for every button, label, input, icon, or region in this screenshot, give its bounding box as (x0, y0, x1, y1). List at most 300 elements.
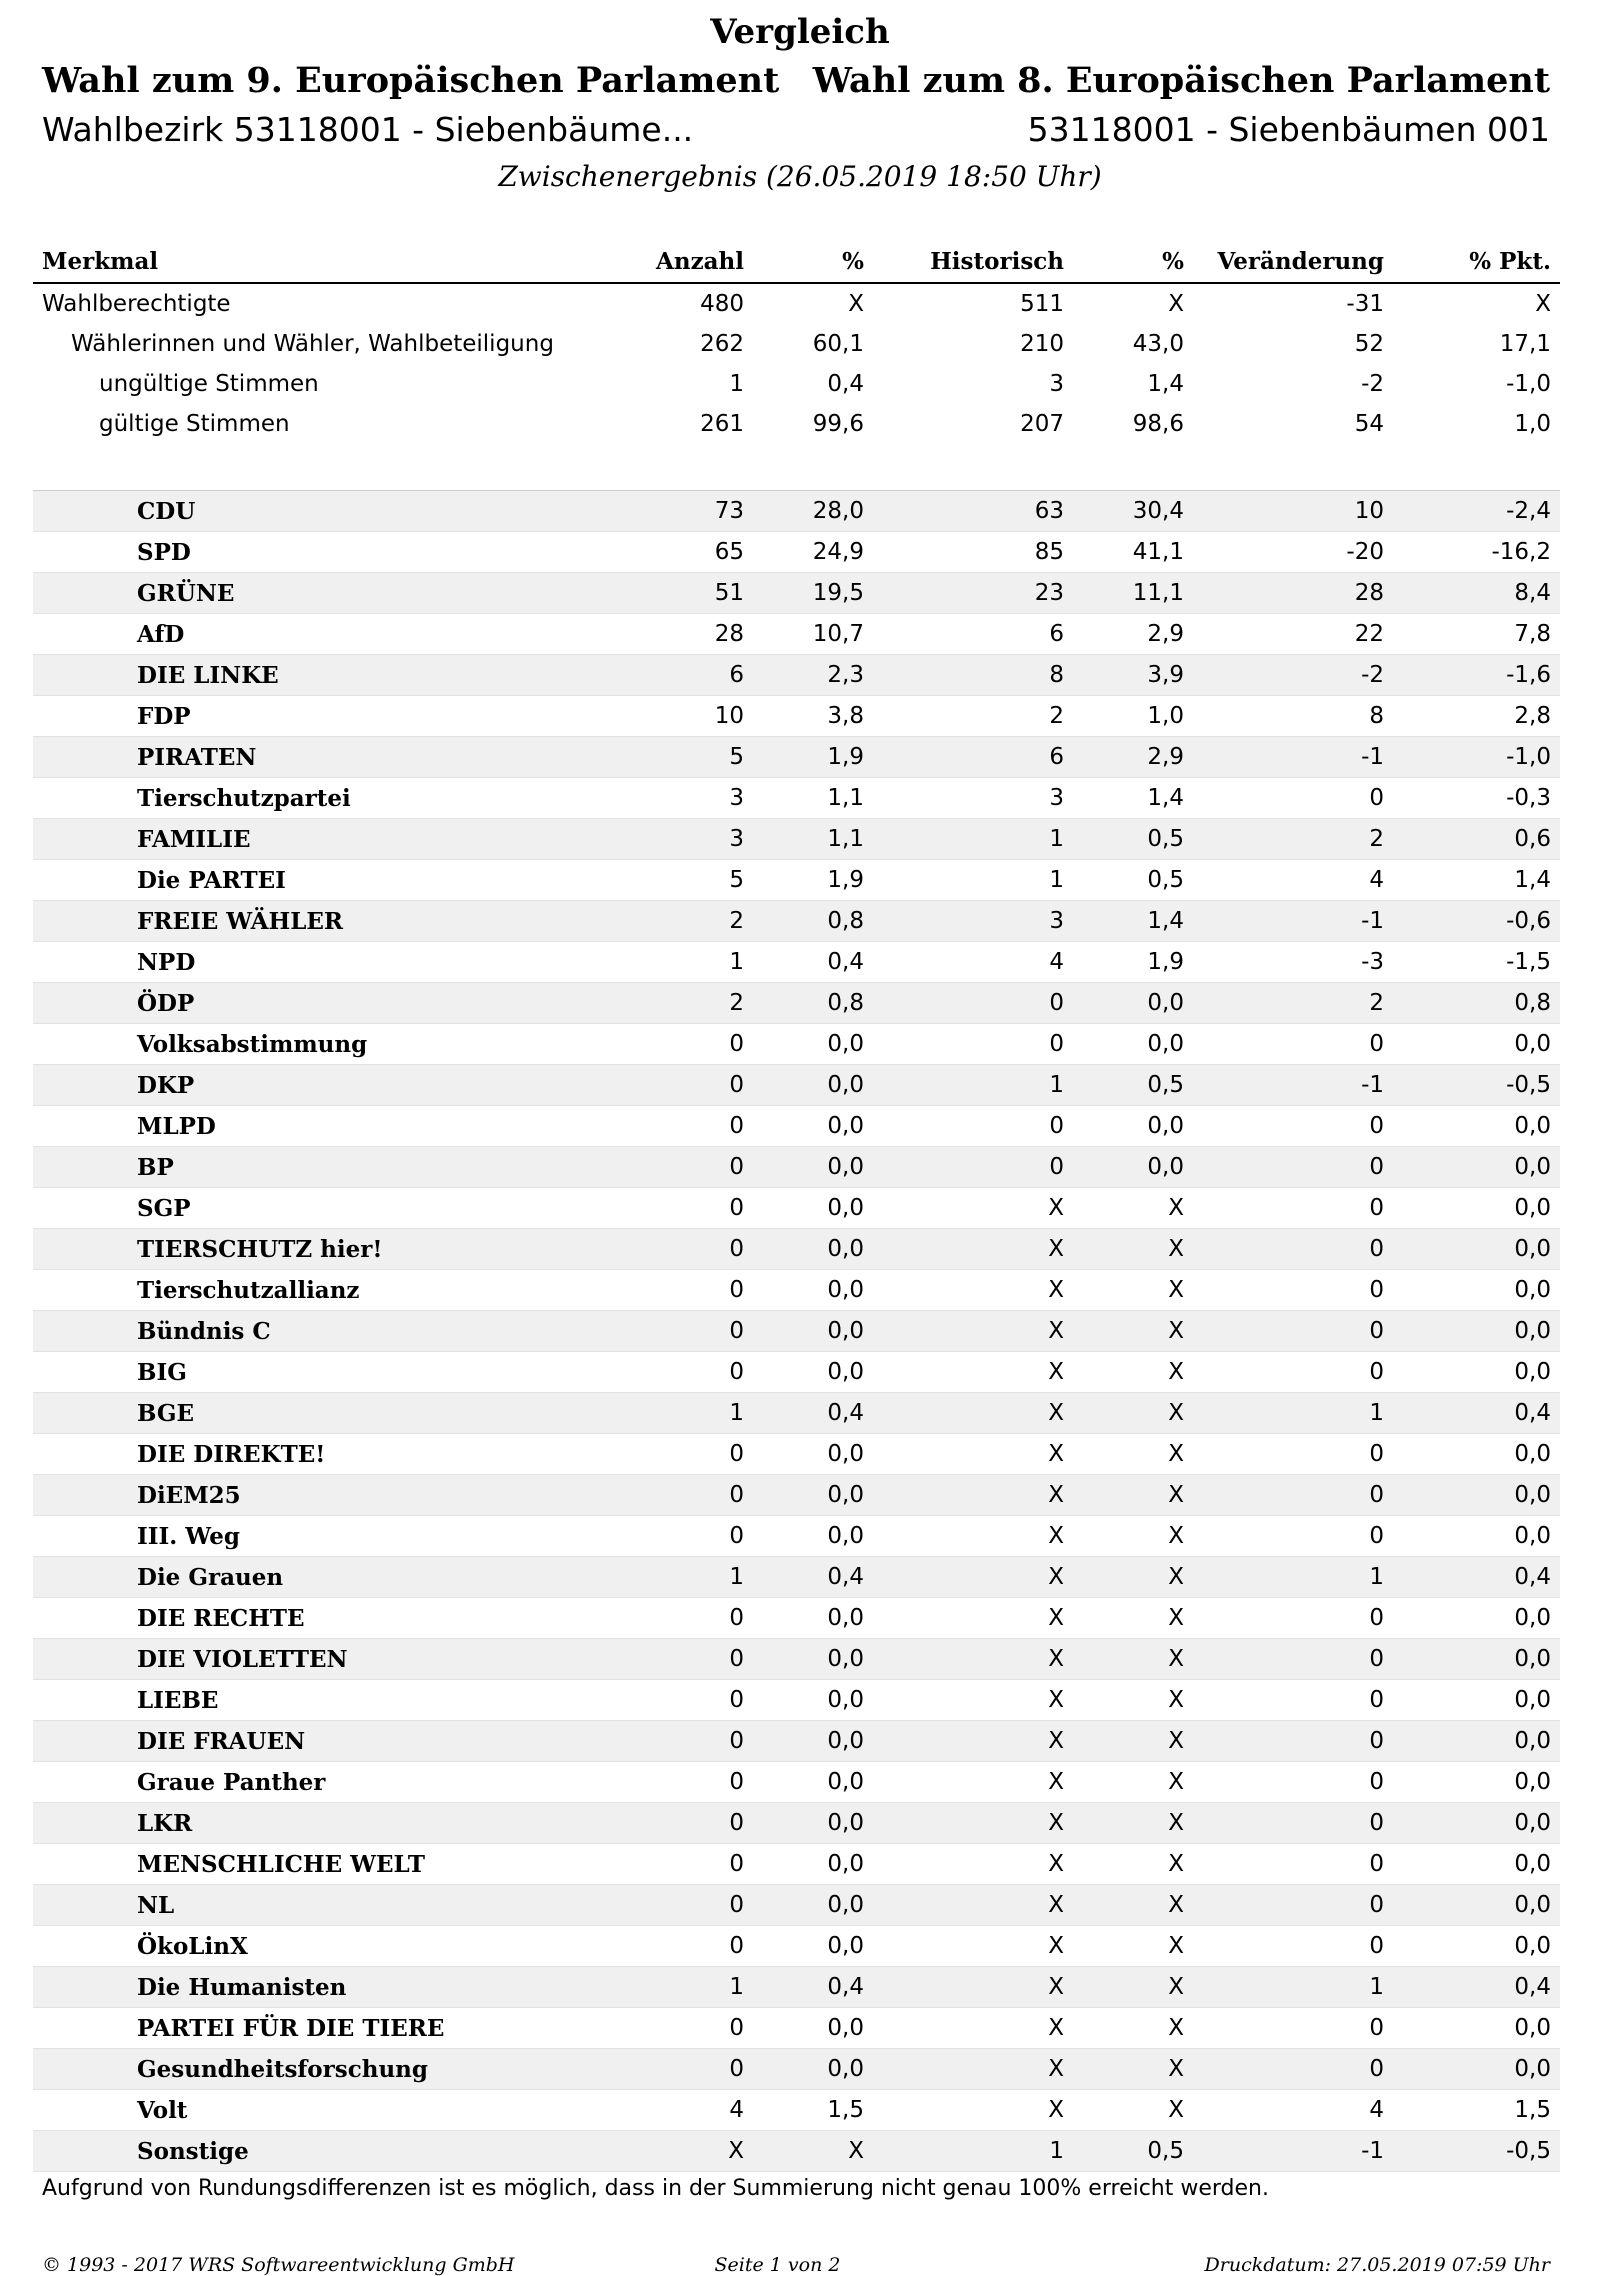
veraenderung-cell: 4 (1193, 860, 1393, 901)
historisch-percent-cell: X (1073, 1639, 1193, 1680)
veraenderung-cell: 0 (1193, 1844, 1393, 1885)
historisch-percent-cell: 0,5 (1073, 819, 1193, 860)
percent-points-cell: 0,4 (1393, 1557, 1560, 1598)
footer-print-date: Druckdatum: 27.05.2019 07:59 Uhr (1204, 2254, 1550, 2276)
historisch-percent-cell: X (1073, 1516, 1193, 1557)
anzahl-cell: 0 (633, 1598, 753, 1639)
party-row (33, 737, 1560, 778)
anzahl-cell: X (633, 2131, 753, 2172)
historisch-percent-cell: X (1073, 1680, 1193, 1721)
percent-points-cell: 0,0 (1393, 1680, 1560, 1721)
anzahl-cell: 1 (633, 1967, 753, 2008)
percent-points-cell: -1,0 (1393, 737, 1560, 778)
percent-points-cell: 17,1 (1499, 331, 1551, 357)
percent-points-cell: -16,2 (1393, 532, 1560, 573)
veraenderung-cell: 4 (1193, 2090, 1393, 2131)
percent-cell: 0,0 (753, 1762, 873, 1803)
historisch-cell: 1 (873, 860, 1073, 901)
party-name: DIE VIOLETTEN (33, 1639, 633, 1680)
historisch-cell: 3 (1049, 371, 1064, 397)
historisch-percent-cell: 98,6 (1132, 411, 1184, 437)
party-row (33, 1721, 1560, 1762)
col-header-historisch: Historisch (873, 240, 1073, 283)
party-name: FREIE WÄHLER (33, 901, 633, 942)
historisch-cell: 4 (873, 942, 1073, 983)
percent-cell: 0,0 (753, 1721, 873, 1762)
veraenderung-cell: 0 (1193, 1639, 1393, 1680)
anzahl-cell: 6 (633, 655, 753, 696)
percent-cell: 1,1 (753, 819, 873, 860)
anzahl-cell: 0 (633, 1352, 753, 1393)
party-name: BP (33, 1147, 633, 1188)
percent-points-cell: 0,4 (1393, 1393, 1560, 1434)
veraenderung-cell: 0 (1193, 1516, 1393, 1557)
historisch-cell: X (873, 1680, 1073, 1721)
col-header-merkmal: Merkmal (33, 240, 633, 283)
party-name: AfD (33, 614, 633, 655)
anzahl-cell: 0 (633, 1065, 753, 1106)
anzahl-cell: 3 (633, 819, 753, 860)
percent-cell: 0,0 (753, 1229, 873, 1270)
party-row (33, 1188, 1560, 1229)
percent-points-cell: 0,0 (1393, 1188, 1560, 1229)
percent-cell: X (848, 291, 864, 317)
party-row (33, 696, 1560, 737)
historisch-cell: 1 (873, 1065, 1073, 1106)
historisch-cell: X (873, 1844, 1073, 1885)
party-row (33, 491, 1560, 532)
historisch-percent-cell: 3,9 (1073, 655, 1193, 696)
veraenderung-cell: 0 (1193, 1680, 1393, 1721)
party-row (33, 942, 1560, 983)
party-name: DIE RECHTE (33, 1598, 633, 1639)
party-row (33, 532, 1560, 573)
historisch-percent-cell: X (1073, 2049, 1193, 2090)
veraenderung-cell: -2 (1193, 655, 1393, 696)
historisch-cell: X (873, 1639, 1073, 1680)
percent-points-cell: 0,0 (1393, 1721, 1560, 1762)
percent-cell: 3,8 (753, 696, 873, 737)
historisch-cell: X (873, 2090, 1073, 2131)
anzahl-cell: 262 (700, 331, 744, 357)
percent-cell: 0,0 (753, 2049, 873, 2090)
historisch-cell: X (873, 1352, 1073, 1393)
percent-cell: 0,0 (753, 1926, 873, 1967)
historisch-cell: X (873, 1967, 1073, 2008)
veraenderung-cell: 1 (1193, 1393, 1393, 1434)
party-name: III. Weg (33, 1516, 633, 1557)
percent-points-cell: -0,5 (1393, 1065, 1560, 1106)
historisch-cell: X (873, 1311, 1073, 1352)
anzahl-cell: 1 (729, 371, 744, 397)
party-row (33, 1803, 1560, 1844)
percent-cell: 60,1 (812, 331, 864, 357)
historisch-percent-cell: X (1073, 1762, 1193, 1803)
col-header-percent-points: % Pkt. (1393, 240, 1560, 283)
party-name: CDU (33, 491, 633, 532)
party-row (33, 1885, 1560, 1926)
historisch-cell: 0 (873, 1147, 1073, 1188)
historisch-cell: X (873, 1598, 1073, 1639)
percent-points-cell: 0,8 (1393, 983, 1560, 1024)
summary-row (33, 404, 1560, 444)
historisch-percent-cell: 1,9 (1073, 942, 1193, 983)
party-row (33, 1557, 1560, 1598)
party-name: Graue Panther (33, 1762, 633, 1803)
historisch-cell: 207 (1020, 411, 1064, 437)
historisch-percent-cell: X (1073, 1844, 1193, 1885)
party-row (33, 1352, 1560, 1393)
veraenderung-cell: 0 (1193, 1229, 1393, 1270)
anzahl-cell: 0 (633, 1844, 753, 1885)
historisch-cell: 85 (873, 532, 1073, 573)
percent-cell: 0,0 (753, 1270, 873, 1311)
party-row (33, 573, 1560, 614)
percent-points-cell: 0,0 (1393, 1311, 1560, 1352)
percent-points-cell: 0,0 (1393, 1926, 1560, 1967)
anzahl-cell: 4 (633, 2090, 753, 2131)
anzahl-cell: 0 (633, 1270, 753, 1311)
anzahl-cell: 0 (633, 1803, 753, 1844)
historisch-cell: 0 (873, 1106, 1073, 1147)
historisch-cell: 2 (873, 696, 1073, 737)
veraenderung-cell: 0 (1193, 1311, 1393, 1352)
percent-cell: 1,5 (753, 2090, 873, 2131)
percent-points-cell: -0,5 (1393, 2131, 1560, 2172)
percent-cell: 0,4 (753, 942, 873, 983)
percent-points-cell: 0,0 (1393, 1885, 1560, 1926)
historisch-cell: 3 (873, 778, 1073, 819)
historisch-percent-cell: 2,9 (1073, 614, 1193, 655)
summary-label: ungültige Stimmen (99, 371, 319, 397)
party-row (33, 1147, 1560, 1188)
historisch-percent-cell: 1,4 (1073, 778, 1193, 819)
party-name: Die Humanisten (33, 1967, 633, 2008)
party-name: ÖkoLinX (33, 1926, 633, 1967)
percent-points-cell: 0,0 (1393, 1475, 1560, 1516)
veraenderung-cell: 54 (1354, 411, 1384, 437)
percent-points-cell: 0,0 (1393, 1434, 1560, 1475)
party-row (33, 1311, 1560, 1352)
party-name: PARTEI FÜR DIE TIERE (33, 2008, 633, 2049)
col-header-percent: % (753, 240, 873, 283)
section-spacer (33, 444, 1560, 491)
historisch-percent-cell: X (1073, 1598, 1193, 1639)
percent-cell: 0,8 (753, 901, 873, 942)
percent-cell: 0,8 (753, 983, 873, 1024)
party-name: FDP (33, 696, 633, 737)
percent-points-cell: X (1535, 291, 1551, 317)
historisch-cell: X (873, 1516, 1073, 1557)
anzahl-cell: 261 (700, 411, 744, 437)
previous-district-label: 53118001 - Siebenbäumen 001 (1027, 110, 1550, 149)
percent-cell: 19,5 (753, 573, 873, 614)
veraenderung-cell: 2 (1193, 819, 1393, 860)
percent-cell: 0,0 (753, 1475, 873, 1516)
veraenderung-cell: 0 (1193, 2049, 1393, 2090)
party-row (33, 1967, 1560, 2008)
veraenderung-cell: -31 (1346, 291, 1384, 317)
party-name: NPD (33, 942, 633, 983)
historisch-percent-cell: 1,0 (1073, 696, 1193, 737)
anzahl-cell: 0 (633, 1188, 753, 1229)
section-spacer-cell (33, 444, 1560, 491)
anzahl-cell: 0 (633, 1475, 753, 1516)
current-district-label: Wahlbezirk 53118001 - Siebenbäume... (42, 110, 694, 149)
historisch-percent-cell: 1,4 (1147, 371, 1184, 397)
percent-points-cell: 1,4 (1393, 860, 1560, 901)
party-name: BIG (33, 1352, 633, 1393)
percent-points-cell: 8,4 (1393, 573, 1560, 614)
party-row (33, 1844, 1560, 1885)
veraenderung-cell: -2 (1361, 371, 1384, 397)
percent-points-cell: 0,4 (1393, 1967, 1560, 2008)
party-name: NL (33, 1885, 633, 1926)
party-name: BGE (33, 1393, 633, 1434)
percent-cell: 0,0 (753, 1598, 873, 1639)
percent-points-cell: 1,0 (1514, 411, 1551, 437)
veraenderung-cell: 52 (1354, 331, 1384, 357)
anzahl-cell: 2 (633, 983, 753, 1024)
historisch-cell: X (873, 1475, 1073, 1516)
veraenderung-cell: 0 (1193, 778, 1393, 819)
percent-points-cell: -2,4 (1393, 491, 1560, 532)
summary-row (33, 324, 1560, 364)
veraenderung-cell: 10 (1193, 491, 1393, 532)
historisch-cell: X (873, 1721, 1073, 1762)
veraenderung-cell: 0 (1193, 1147, 1393, 1188)
party-name: DiEM25 (33, 1475, 633, 1516)
percent-cell: 0,0 (753, 1844, 873, 1885)
percent-points-cell: 0,0 (1393, 1762, 1560, 1803)
interim-result-timestamp: Zwischenergebnis (26.05.2019 18:50 Uhr) (498, 160, 1102, 193)
party-name: Tierschutzallianz (33, 1270, 633, 1311)
percent-cell: 0,0 (753, 1147, 873, 1188)
anzahl-cell: 0 (633, 1721, 753, 1762)
percent-cell: X (753, 2131, 873, 2172)
party-name: Gesundheitsforschung (33, 2049, 633, 2090)
historisch-percent-cell: X (1073, 2090, 1193, 2131)
percent-cell: 0,0 (753, 1024, 873, 1065)
page-title: Vergleich (710, 12, 890, 52)
anzahl-cell: 0 (633, 1926, 753, 1967)
party-row (33, 2131, 1560, 2172)
percent-points-cell: 0,0 (1393, 1516, 1560, 1557)
table-header-row (33, 240, 1560, 283)
party-name: DKP (33, 1065, 633, 1106)
historisch-percent-cell: X (1073, 1475, 1193, 1516)
historisch-percent-cell: X (1073, 1311, 1193, 1352)
party-row (33, 1639, 1560, 1680)
percent-cell: 0,0 (753, 1885, 873, 1926)
historisch-cell: 6 (873, 614, 1073, 655)
anzahl-cell: 0 (633, 1311, 753, 1352)
historisch-cell: 1 (873, 2131, 1073, 2172)
historisch-percent-cell: 41,1 (1073, 532, 1193, 573)
percent-cell: 0,0 (753, 1352, 873, 1393)
anzahl-cell: 480 (700, 291, 744, 317)
percent-points-cell: 0,0 (1393, 1639, 1560, 1680)
percent-cell: 0,4 (753, 1393, 873, 1434)
anzahl-cell: 73 (633, 491, 753, 532)
veraenderung-cell: 0 (1193, 1598, 1393, 1639)
anzahl-cell: 5 (633, 737, 753, 778)
anzahl-cell: 0 (633, 1434, 753, 1475)
percent-points-cell: -0,3 (1393, 778, 1560, 819)
summary-label: Wählerinnen und Wähler, Wahlbeteiligung (71, 331, 554, 357)
party-row (33, 2090, 1560, 2131)
summary-label: gültige Stimmen (99, 411, 290, 437)
historisch-cell: 511 (1020, 291, 1064, 317)
anzahl-cell: 0 (633, 1024, 753, 1065)
historisch-percent-cell: 43,0 (1132, 331, 1184, 357)
historisch-cell: X (873, 1270, 1073, 1311)
percent-points-cell: -1,0 (1506, 371, 1551, 397)
percent-points-cell: -1,5 (1393, 942, 1560, 983)
party-row (33, 1106, 1560, 1147)
percent-cell: 1,1 (753, 778, 873, 819)
party-name: TIERSCHUTZ hier! (33, 1229, 633, 1270)
veraenderung-cell: 0 (1193, 2008, 1393, 2049)
party-name: Volksabstimmung (33, 1024, 633, 1065)
party-row (33, 1065, 1560, 1106)
veraenderung-cell: 0 (1193, 1721, 1393, 1762)
historisch-percent-cell: 0,0 (1073, 983, 1193, 1024)
percent-cell: 24,9 (753, 532, 873, 573)
percent-cell: 0,0 (753, 1311, 873, 1352)
historisch-percent-cell: 0,0 (1073, 1024, 1193, 1065)
percent-cell: 0,0 (753, 1106, 873, 1147)
party-row (33, 1434, 1560, 1475)
historisch-percent-cell: 0,0 (1073, 1106, 1193, 1147)
historisch-cell: 210 (1020, 331, 1064, 357)
party-row (33, 819, 1560, 860)
summary-row (33, 283, 1560, 324)
historisch-percent-cell: X (1073, 1352, 1193, 1393)
party-name: PIRATEN (33, 737, 633, 778)
percent-cell: 1,9 (753, 860, 873, 901)
footer-copyright: © 1993 - 2017 WRS Softwareentwicklung GmbH (42, 2254, 515, 2276)
veraenderung-cell: 8 (1193, 696, 1393, 737)
party-name: FAMILIE (33, 819, 633, 860)
percent-points-cell: 0,0 (1393, 1352, 1560, 1393)
historisch-cell: 0 (873, 983, 1073, 1024)
party-name: DIE DIREKTE! (33, 1434, 633, 1475)
veraenderung-cell: 2 (1193, 983, 1393, 1024)
historisch-cell: X (873, 2008, 1073, 2049)
party-row (33, 1270, 1560, 1311)
results-body (33, 283, 1560, 2172)
party-row (33, 614, 1560, 655)
col-header-historisch-percent: % (1073, 240, 1193, 283)
historisch-cell: X (873, 1885, 1073, 1926)
anzahl-cell: 0 (633, 2049, 753, 2090)
party-name: MENSCHLICHE WELT (33, 1844, 633, 1885)
percent-points-cell: 0,0 (1393, 1147, 1560, 1188)
anzahl-cell: 0 (633, 1885, 753, 1926)
veraenderung-cell: 28 (1193, 573, 1393, 614)
percent-points-cell: 1,5 (1393, 2090, 1560, 2131)
historisch-percent-cell: 11,1 (1073, 573, 1193, 614)
historisch-percent-cell: 2,9 (1073, 737, 1193, 778)
party-row (33, 1229, 1560, 1270)
veraenderung-cell: 0 (1193, 1885, 1393, 1926)
party-row (33, 901, 1560, 942)
historisch-percent-cell: 0,5 (1073, 860, 1193, 901)
anzahl-cell: 0 (633, 1516, 753, 1557)
anzahl-cell: 1 (633, 942, 753, 983)
party-row (33, 1024, 1560, 1065)
historisch-percent-cell: X (1073, 1926, 1193, 1967)
historisch-percent-cell: 0,5 (1073, 1065, 1193, 1106)
percent-cell: 0,4 (753, 1967, 873, 2008)
anzahl-cell: 0 (633, 1762, 753, 1803)
historisch-cell: X (873, 1434, 1073, 1475)
veraenderung-cell: 1 (1193, 1557, 1393, 1598)
veraenderung-cell: -20 (1193, 532, 1393, 573)
col-header-veraenderung: Veränderung (1193, 240, 1393, 283)
party-row (33, 778, 1560, 819)
party-name: SGP (33, 1188, 633, 1229)
footer-page-number: Seite 1 von 2 (714, 2254, 841, 2276)
veraenderung-cell: -1 (1193, 737, 1393, 778)
historisch-percent-cell: X (1073, 1270, 1193, 1311)
percent-cell: 99,6 (812, 411, 864, 437)
percent-cell: 10,7 (753, 614, 873, 655)
historisch-cell: 1 (873, 819, 1073, 860)
anzahl-cell: 28 (633, 614, 753, 655)
historisch-percent-cell: X (1073, 1557, 1193, 1598)
veraenderung-cell: 0 (1193, 1024, 1393, 1065)
historisch-cell: 0 (873, 1024, 1073, 1065)
veraenderung-cell: -1 (1193, 901, 1393, 942)
historisch-percent-cell: X (1073, 1885, 1193, 1926)
veraenderung-cell: 22 (1193, 614, 1393, 655)
percent-cell: 0,0 (753, 1065, 873, 1106)
percent-points-cell: -1,6 (1393, 655, 1560, 696)
percent-points-cell: 2,8 (1393, 696, 1560, 737)
percent-points-cell: 0,0 (1393, 2008, 1560, 2049)
historisch-percent-cell: X (1073, 1434, 1193, 1475)
party-name: DIE FRAUEN (33, 1721, 633, 1762)
percent-points-cell: 0,0 (1393, 1270, 1560, 1311)
anzahl-cell: 1 (633, 1557, 753, 1598)
historisch-cell: X (873, 2049, 1073, 2090)
party-row (33, 1762, 1560, 1803)
veraenderung-cell: -1 (1193, 2131, 1393, 2172)
percent-cell: 0,0 (753, 1516, 873, 1557)
percent-points-cell: 7,8 (1393, 614, 1560, 655)
summary-label: Wahlberechtigte (42, 291, 231, 317)
percent-points-cell: 0,0 (1393, 1844, 1560, 1885)
percent-cell: 1,9 (753, 737, 873, 778)
historisch-cell: X (873, 1803, 1073, 1844)
party-name: Tierschutzpartei (33, 778, 633, 819)
party-row (33, 655, 1560, 696)
historisch-percent-cell: 1,4 (1073, 901, 1193, 942)
party-name: LKR (33, 1803, 633, 1844)
historisch-percent-cell: 30,4 (1073, 491, 1193, 532)
veraenderung-cell: 0 (1193, 1352, 1393, 1393)
historisch-cell: X (873, 1762, 1073, 1803)
percent-points-cell: 0,0 (1393, 1803, 1560, 1844)
col-header-anzahl: Anzahl (633, 240, 753, 283)
party-name: MLPD (33, 1106, 633, 1147)
percent-cell: 0,0 (753, 2008, 873, 2049)
historisch-percent-cell: X (1073, 1721, 1193, 1762)
anzahl-cell: 3 (633, 778, 753, 819)
historisch-percent-cell: X (1168, 291, 1184, 317)
